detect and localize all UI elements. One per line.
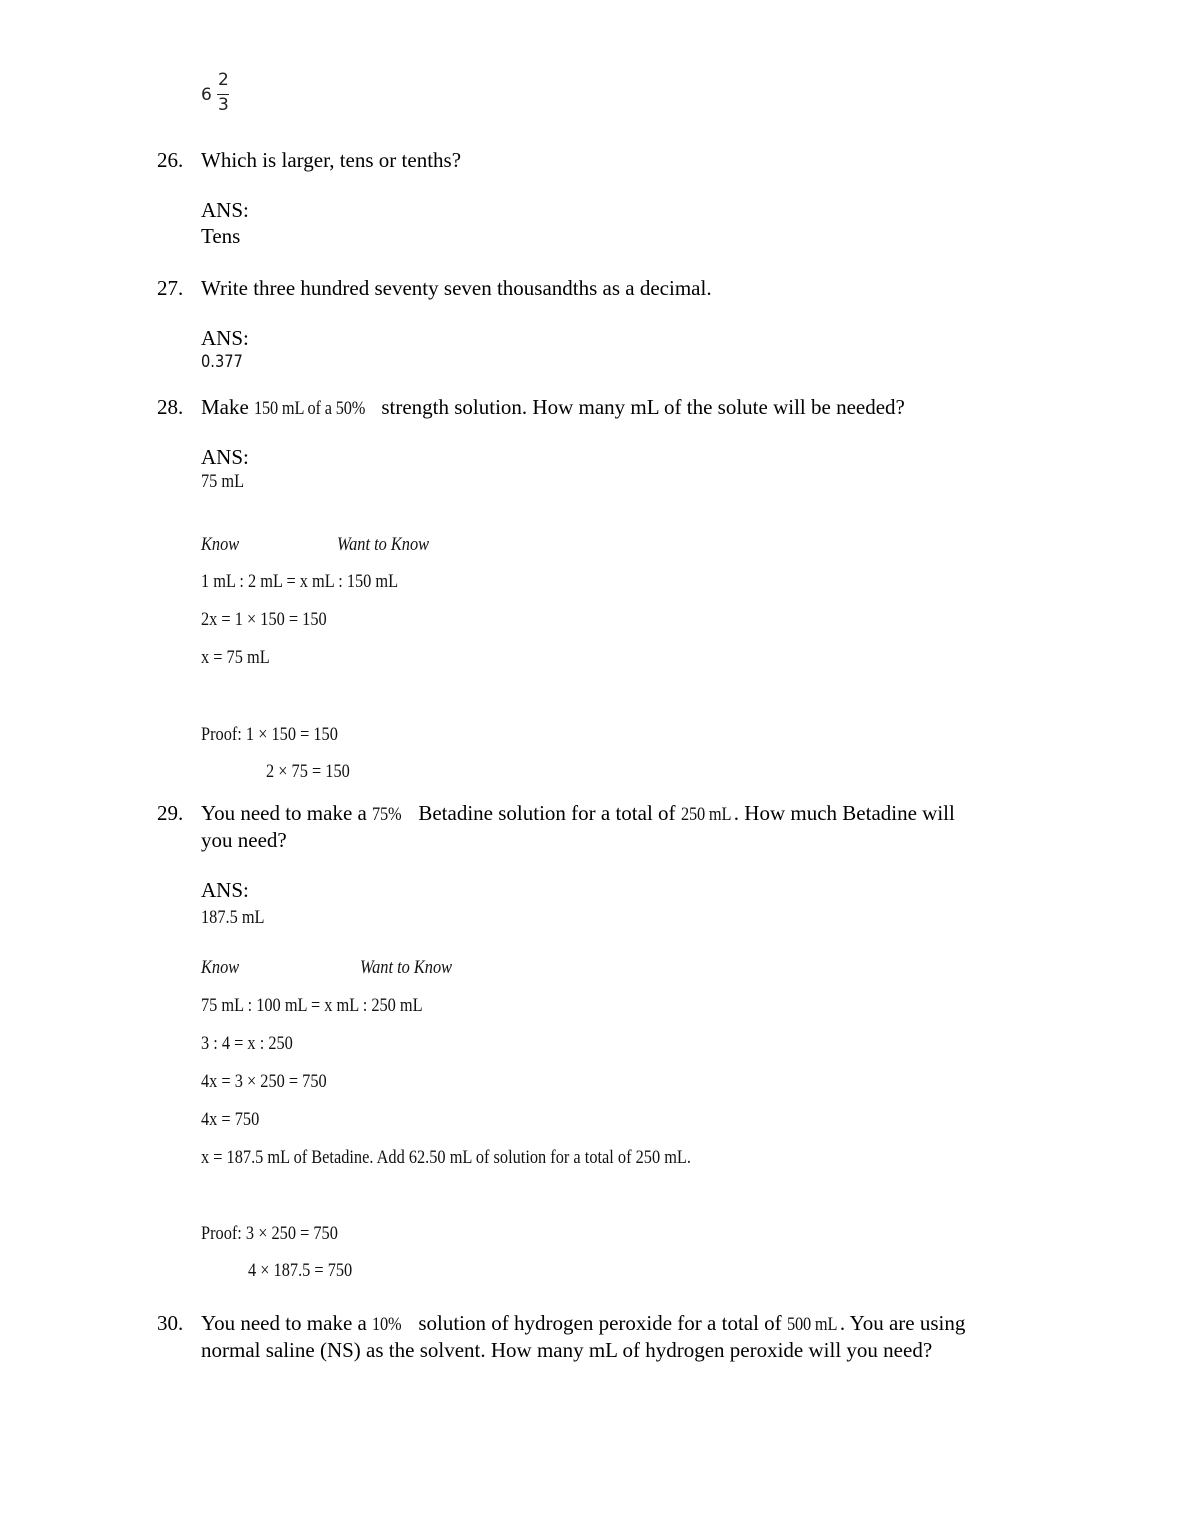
fraction-numerator: 2 xyxy=(218,70,229,90)
question-text xyxy=(201,395,905,421)
question-text-line2: normal saline (NS) as the solvent. How many mL of hydrogen peroxide will you need? xyxy=(201,1338,933,1362)
math-expression: 250 mL xyxy=(680,804,732,825)
answer: Tens xyxy=(201,224,241,248)
work-line: 75 mL : 100 mL = x mL : 250 mL xyxy=(201,995,423,1016)
math-expression: 10% xyxy=(372,1314,402,1335)
want-to-know-heading: Want to Know xyxy=(337,534,430,555)
math-expression: 150 mL of a 50% xyxy=(254,398,366,419)
fraction-denominator: 3 xyxy=(218,95,229,115)
question-text-part: solution of hydrogen peroxide for a total of xyxy=(413,1311,787,1335)
know-heading: Know xyxy=(201,957,240,978)
work-line: x = 187.5 mL of Betadine. Add 62.50 mL of solution for a total of 250 mL. xyxy=(201,1147,691,1168)
proof-line: Proof: 3 × 250 = 750 xyxy=(201,1223,338,1244)
work-line: 4x = 3 × 250 = 750 xyxy=(201,1071,327,1092)
question-number: 30. xyxy=(157,1311,184,1335)
know-heading: Know xyxy=(201,534,240,555)
question-text xyxy=(201,801,955,827)
answer: 0.377 xyxy=(201,352,243,372)
work-line: x = 75 mL xyxy=(201,647,270,668)
math-expression: 500 mL xyxy=(786,1314,838,1335)
ans-label: ANS: xyxy=(201,326,249,350)
work-line: 2x = 1 × 150 = 150 xyxy=(201,609,327,630)
work-line: 3 : 4 = x : 250 xyxy=(201,1033,293,1054)
question-number: 28. xyxy=(157,395,184,419)
question-text: Which is larger, tens or tenths? xyxy=(201,148,462,172)
question-number: 27. xyxy=(157,276,184,300)
question-text xyxy=(201,1311,965,1337)
question-text-part: . You are using xyxy=(839,1311,966,1335)
proof-line: 2 × 75 = 150 xyxy=(266,761,350,782)
work-line: 1 mL : 2 mL = x mL : 150 mL xyxy=(201,571,399,592)
math-expression: 75% xyxy=(372,804,402,825)
question-text-part: You need to make a xyxy=(201,1311,373,1335)
question-text-part: You need to make a xyxy=(201,801,373,825)
question-text-part: strength solution. How many mL of the solute will be needed? xyxy=(376,395,905,419)
question-text: Write three hundred seventy seven thousandths as a decimal. xyxy=(201,276,712,300)
question-text-part: Make xyxy=(201,395,255,419)
answer: 187.5 mL xyxy=(201,907,265,928)
proof-line: Proof: 1 × 150 = 150 xyxy=(201,724,338,745)
fraction-whole: 6 xyxy=(201,85,212,105)
question-text-part: Betadine solution for a total of xyxy=(413,801,681,825)
question-number: 29. xyxy=(157,801,184,825)
ans-label: ANS: xyxy=(201,878,249,902)
proof-line: 4 × 187.5 = 750 xyxy=(248,1260,353,1281)
ans-label: ANS: xyxy=(201,445,249,469)
work-line: 4x = 750 xyxy=(201,1109,260,1130)
want-to-know-heading: Want to Know xyxy=(360,957,453,978)
mixed-fraction xyxy=(201,72,241,122)
question-text-line2: you need? xyxy=(201,828,287,852)
ans-label: ANS: xyxy=(201,198,249,222)
question-number: 26. xyxy=(157,148,184,172)
answer: 75 mL xyxy=(201,471,245,492)
question-text-part: . How much Betadine will xyxy=(733,801,955,825)
